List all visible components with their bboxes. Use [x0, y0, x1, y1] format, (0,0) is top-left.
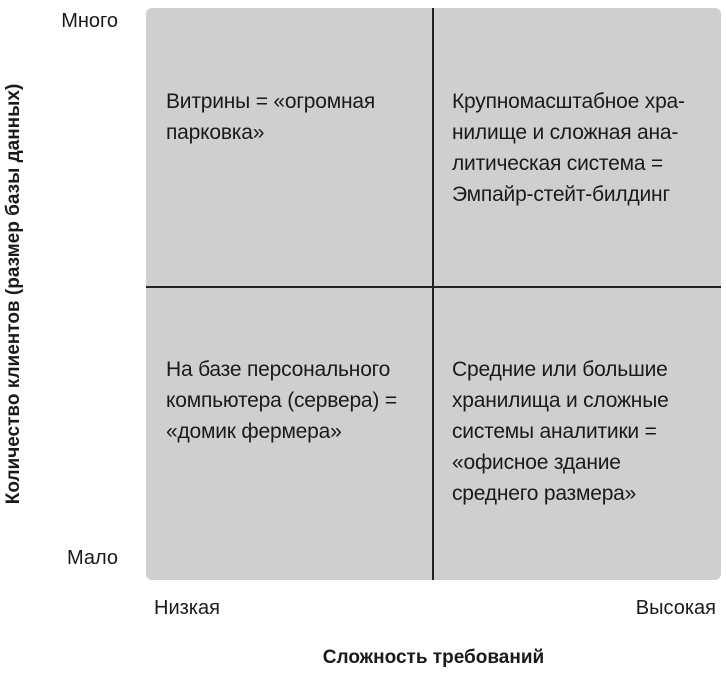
x-axis-title: Сложность требований	[322, 647, 545, 668]
quadrant-bottom-left: На базе персонального компьютера (сервера) = «домик фермера»	[166, 358, 397, 443]
y-axis-low-label: Мало	[66, 547, 118, 569]
quadrant-bottom-right: Средние или большие хранилища и сложные системы аналитики = «офисное здание среднего размера»	[452, 358, 669, 505]
y-axis-high-label: Много	[61, 10, 118, 32]
quadrant-top-right: Крупномасштабное хра- нилище и сложная ана- литическая система = Эмпайр-стейт-билдинг	[452, 90, 685, 206]
x-axis-high-label: Высокая	[635, 597, 716, 619]
quadrant-matrix	[146, 8, 721, 580]
vertical-divider	[432, 8, 434, 580]
horizontal-divider	[146, 286, 721, 288]
quadrant-top-left: Витрины = «огромная парковка»	[166, 90, 376, 144]
y-axis-title-text: Количество клиентов (размер базы данных)	[3, 83, 24, 505]
x-axis-low-label: Низкая	[154, 597, 220, 619]
